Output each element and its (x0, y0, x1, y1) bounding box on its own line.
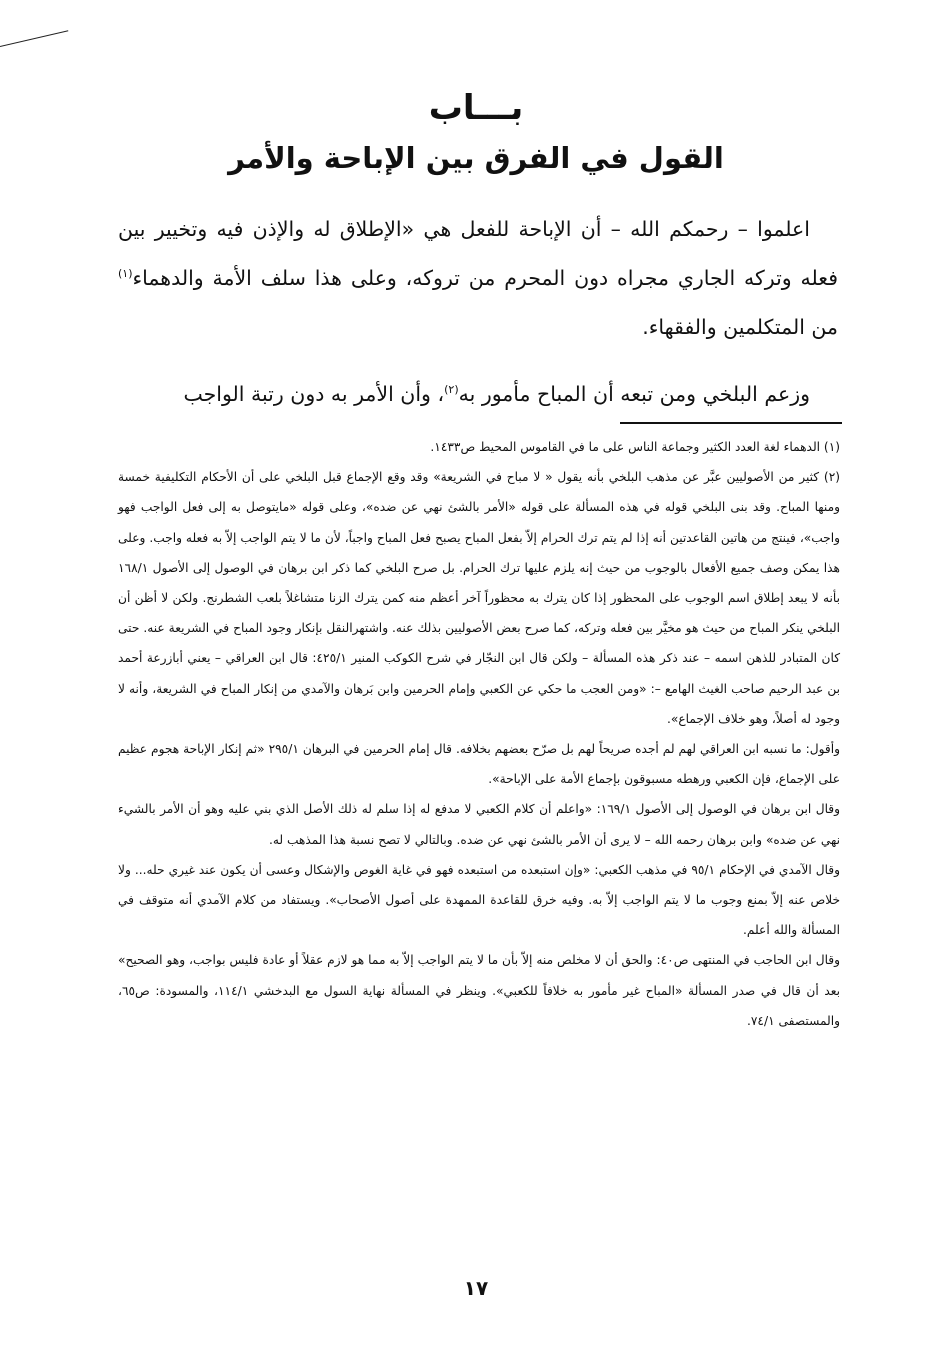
main-body-text (118, 205, 838, 419)
chapter-title: القول في الفرق بين الإباحة والأمر (228, 141, 724, 175)
body-paragraph-1 (118, 205, 838, 352)
footnote-2-continuation: وقال ابن الحاجب في المنتهى ص٤٠: والحق أن لا مخلص منه إلاّ بأن ما لا يتم الواجب إلاّ به مما هو لازم عقلاً أو عادة فليس بواجب، وهو الصحيح» بعد أن قال في صدر المسألة «المباح غير مأمور به خلافاً للكعبي». وينظر في المسألة نهاية السول مع البدخشي ١١٤/١، والمسودة: ص٦٥، والمستصفى ٧٤/١. (118, 953, 840, 1028)
body-paragraph-1-text-end: من المتكلمين والفقهاء. (642, 315, 838, 339)
body-paragraph-2-text-end: ، وأن الأمر به دون رتبة الواجب (183, 382, 445, 406)
footnote-2-continuation: وأقول: ما نسبه ابن العراقي لهم لم أجده صريحاً لهم بل صرّح بعضهم بخلافه. قال إمام الحرمين في البرهان ٢٩٥/١ «ثم إنكار الإباحة هجوم عظيم على الإجماع، فإن الكعبي ورهطه مسبوقون بإجماع الأمة على الإباحة». (118, 742, 840, 787)
page-number: ١٧ (463, 1276, 489, 1300)
footnote-ref-2: (٢) (444, 383, 459, 397)
body-paragraph-2 (118, 370, 838, 419)
body-paragraph-1-text: اعلموا – رحمكم الله – أن الإباحة للفعل هي «الإطلاق له والإذن فيه وتخيير بين فعله وتركه الجاري مجراه دون المحرم من تروكه، وعلى هذا سلف الأمة والدهماء (118, 217, 838, 290)
body-paragraph-2-text: وزعم البلخي ومن تبعه أن المباح مأمور به (458, 382, 810, 406)
footnote-2-continuation: وقال ابن برهان في الوصول إلى الأصول ١٦٩/١: «واعلم أن كلام الكعبي لا مدفع له إذا سلم له ذلك الأصل الذي بني عليه وهو أن الأمر بالشيء نهي عن ضده» وابن برهان رحمه الله – لا يرى أن الأمر بالشئ نهي عن ضده. وبالتالي لا تصح نسبة هذا المذهب له. (118, 802, 841, 847)
footnote-1: (١) الدهماء لغة العدد الكثير وجماعة الناس على ما في القاموس المحيط ص١٤٣٣. (430, 440, 840, 454)
corner-mark-line (0, 30, 68, 47)
chapter-label: بـــاب (428, 88, 524, 128)
footnote-ref-1: (١) (118, 267, 133, 281)
footnote-2-continuation: وقال الآمدي في الإحكام ٩٥/١ في مذهب الكعبي: «وإن استبعده من استبعده فهو في غاية الغوص والإشكال وعسى أن يكون عند غيري حله... ولا خلاص عنه إلاّ بمنع وجوب ما لا يتم الواجب إلاّ به. وفيه خرق للقاعدة الممهدة على أصول الأصحاب». ويستفاد من كلام الآمدي أنه متوقف في المسألة والله أعلم. (118, 862, 840, 938)
footnotes-section (118, 432, 840, 1036)
footnote-separator-line (620, 422, 842, 424)
footnote-2: (٢) كثير من الأصوليين عبَّر عن مذهب البلخي بأنه يقول « لا مباح في الشريعة» وقد وقع الإجماع قبل البلخي على أن الأحكام التكليفية خمسة ومنها المباح. وقد بنى البلخي قوله في هذه المسألة على قوله «الأمر بالشئ نهي عن ضده»، وعلى قوله «مايتوصل به إلى فعل الواجب فهو واجب»، فينتج من هاتين القاعدتين أنه إذا لم يتم ترك الحرام إلاّ بفعل المباح يصبح فعل المباح واجباً، لأن ما لا يتم الواجب إلاّ به فعله واجب. وعلى هذا يمكن وصف جميع الأفعال بالوجوب من حيث إنه يلزم عليها ترك الحرام. بل صرح البلخي كما ذكر ابن برهان في الوصول إلى الأصول ١٦٨/١ بأنه لا يبعد إطلاق اسم الوجوب على المحظور إذا كان يترك به محظوراً آخر أعظم منه كمن يترك الزنا متشاغلاً بلعب الشطرنج. ولكن لا أظن أن البلخي ينكر المباح من حيث هو مخيَّر بين فعله وتركه، كما صرح بعض الأصوليين بذلك عنه. واشتهرالنقل بإنكار وجود المباح في الشريعة عنه. حتى كان المتبادر للذهن اسمه – عند ذكر هذه المسألة – ولكن قال ابن النجّار في شرح الكوكب المنير ٤٢٥/١: قال ابن العراقي – يعني أبازرعة أحمد بن عبد الرحيم صاحب الغيث الهامع –: «ومن العجب ما حكي عن الكعبي وإمام الحرمين وابن بَرهان والآمدي من إنكار المباح في الشريعة، وأنه لا وجود له أصلاً، وهو خلاف الإجماع». (118, 470, 840, 726)
